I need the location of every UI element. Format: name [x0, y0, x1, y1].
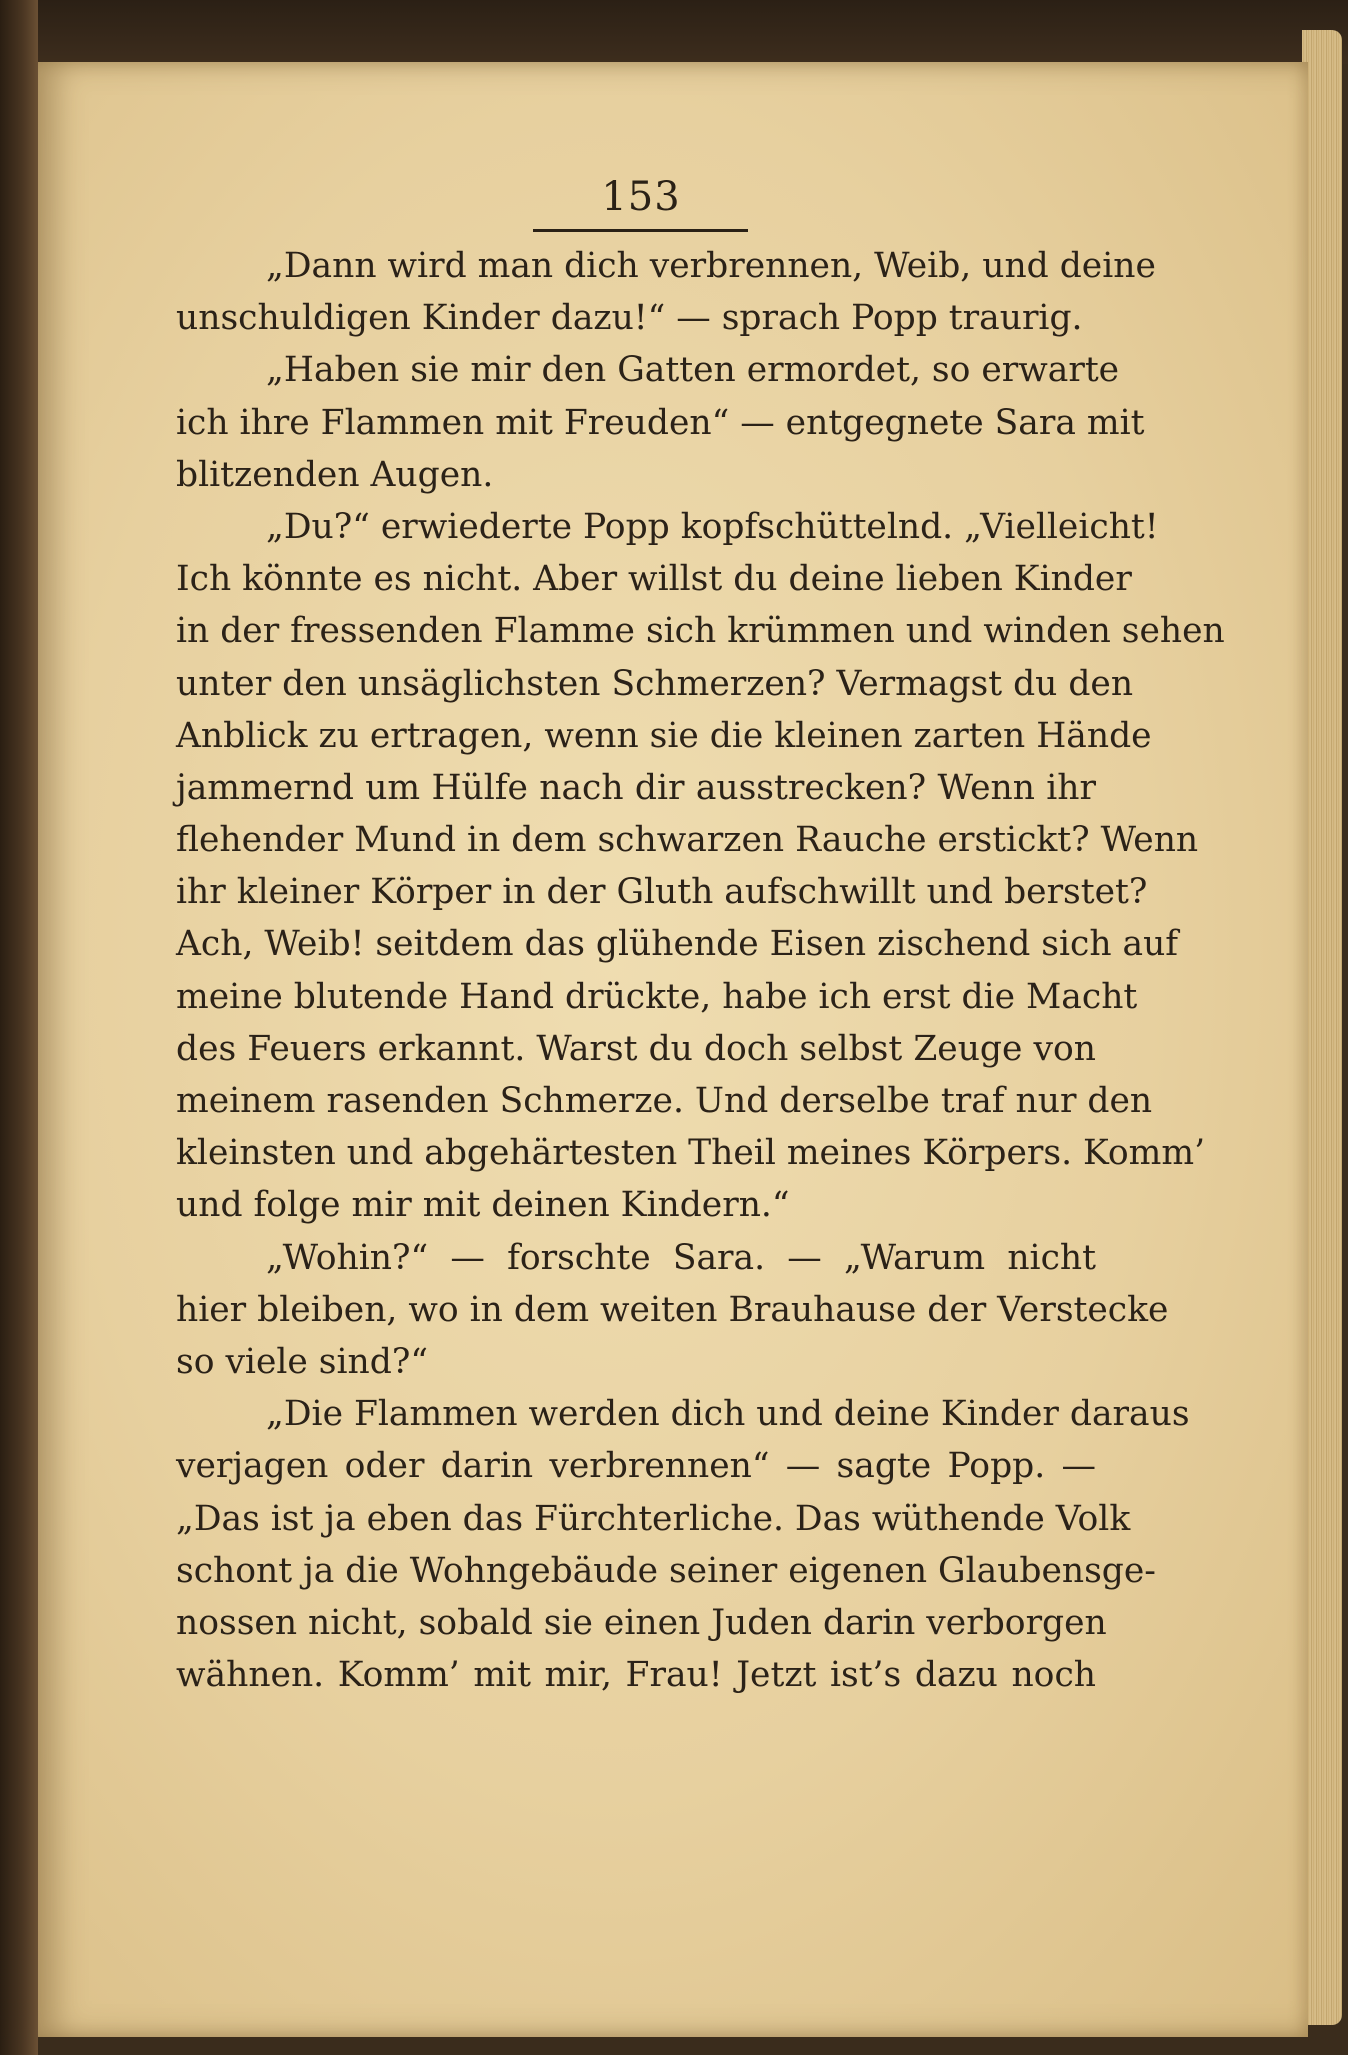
book-page: [38, 62, 1308, 2037]
text-line: nossen nicht, sobald sie einen Juden darin verborgen: [176, 1602, 1107, 1643]
text-line: so viele sind?“: [176, 1341, 428, 1382]
text-line: kleinsten und abgehärtesten Theil meines Körpers. Komm’: [176, 1133, 1206, 1174]
text-line: Ach, Weib! seitdem das glühende Eisen zischend sich auf: [176, 924, 1179, 965]
page-number-rule: [533, 229, 748, 232]
page-edges: [1302, 30, 1342, 2025]
book-cover-top: [0, 0, 1348, 64]
text-line: meinem rasenden Schmerze. Und derselbe traf nur den: [176, 1081, 1153, 1121]
text-line: in der fressenden Flamme sich krümmen und winden sehen: [176, 611, 1225, 652]
text-line: blitzenden Augen.: [176, 454, 494, 495]
text-line: Anblick zu ertragen, wenn sie die kleinen zarten Hände: [176, 715, 1152, 756]
text-line: unter den unsäglichsten Schmerzen? Vermagst du den: [176, 663, 1134, 704]
body-text: [176, 240, 1225, 1701]
text-line: unschuldigen Kinder dazu!“ — sprach Popp traurig.: [176, 298, 1083, 339]
book-spine: [0, 0, 38, 2055]
text-line: Ich könnte es nicht. Aber willst du deine lieben Kinder: [176, 559, 1132, 600]
text-line: ihr kleiner Körper in der Gluth aufschwillt und berstet?: [176, 872, 1148, 913]
text-line: wähnen. Komm’ mit mir, Frau! Jetzt ist’s dazu noch: [176, 1655, 1096, 1696]
text-line: schont ja die Wohngebäude seiner eigenen Glaubensge-: [176, 1550, 1156, 1591]
page-number: 153: [601, 174, 681, 220]
text-line: hier bleiben, wo in dem weiten Brauhause der Verstecke: [176, 1289, 1169, 1330]
text-line: „Du?“ erwiederte Popp kopfschüttelnd. „Vielleicht!: [266, 506, 1159, 547]
text-line: meine blutende Hand drückte, habe ich erst die Macht: [176, 976, 1138, 1017]
text-line: und folge mir mit deinen Kindern.“: [176, 1185, 790, 1226]
text-line: „Wohin?“ — forschte Sara. — „Warum nicht: [266, 1237, 1096, 1278]
text-line: ich ihre Flammen mit Freuden“ — entgegnete Sara mit: [176, 402, 1145, 443]
text-line: „Die Flammen werden dich und deine Kinder daraus: [266, 1394, 1190, 1435]
text-line: verjagen oder darin verbrennen“ — sagte Popp. —: [176, 1446, 1096, 1487]
text-line: „Dann wird man dich verbrennen, Weib, und deine: [266, 246, 1156, 286]
text-line: jammernd um Hülfe nach dir ausstrecken? Wenn ihr: [176, 767, 1096, 808]
text-line: „Haben sie mir den Gatten ermordet, so erwarte: [266, 350, 1120, 391]
text-line: „Das ist ja eben das Fürchterliche. Das wüthende Volk: [176, 1498, 1131, 1539]
text-line: flehender Mund in dem schwarzen Rauche erstickt? Wenn: [176, 820, 1199, 861]
text-line: des Feuers erkannt. Warst du doch selbst Zeuge von: [176, 1028, 1096, 1069]
